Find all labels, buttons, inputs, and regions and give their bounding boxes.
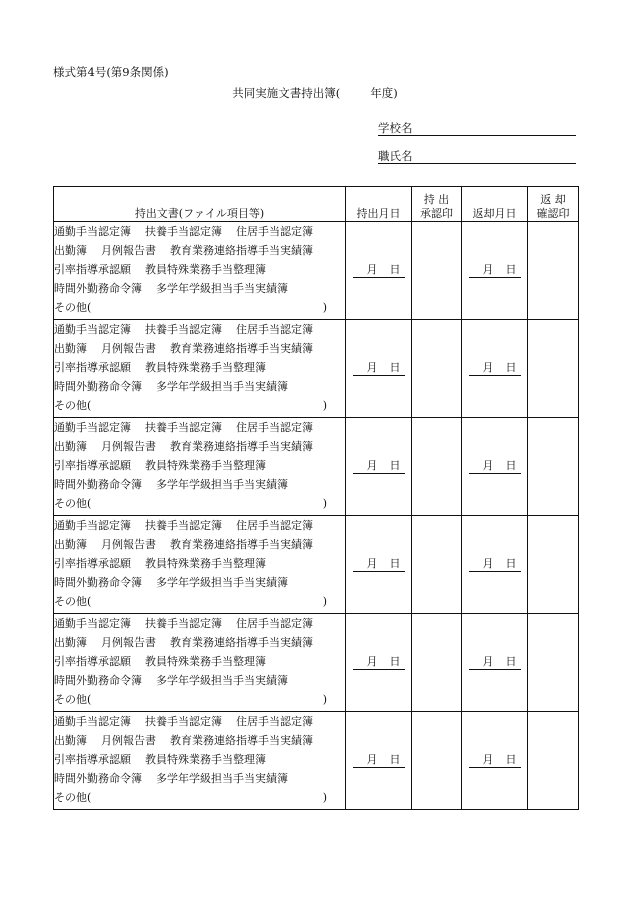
table-row [54,418,579,516]
month-label: 月 [482,459,494,472]
doc-multigrade-class[interactable]: 多学年学級担当手当実績簿 [156,772,288,785]
doc-dependent-allowance[interactable]: 扶養手当認定簿 [145,617,222,630]
doc-line-3 [54,652,345,671]
school-name-field[interactable] [378,120,576,136]
doc-line-other[interactable] [54,690,345,709]
doc-overtime-order[interactable]: 時間外勤務命令簿 [54,478,142,491]
school-label: 学校名 [378,121,413,135]
doc-other-close: ) [322,399,327,412]
doc-line-other[interactable] [54,396,345,415]
table-row [54,516,579,614]
documents-cell [54,222,346,320]
doc-line-other[interactable] [54,298,345,317]
doc-monthly-report[interactable]: 月例報告書 [101,636,156,649]
page-title [0,85,630,101]
return-date-field[interactable] [469,263,521,278]
title-text: 共同実施文書持出簿( [232,86,341,100]
out-date-cell[interactable] [346,516,412,614]
doc-multigrade-class[interactable]: 多学年学級担当手当実績簿 [156,674,288,687]
return-date-cell[interactable] [462,320,528,418]
out-date-cell[interactable] [346,222,412,320]
doc-housing-allowance[interactable]: 住居手当認定簿 [236,715,313,728]
doc-commute-allowance[interactable]: 通勤手当認定簿 [54,519,131,532]
month-label: 月 [366,361,378,374]
doc-escort-approval[interactable]: 引率指導承認願 [54,459,131,472]
doc-line-other[interactable] [54,592,345,611]
out-date-field[interactable] [353,557,405,572]
documents-cell [54,614,346,712]
return-date-field[interactable] [469,459,521,474]
doc-commute-allowance[interactable]: 通勤手当認定簿 [54,323,131,336]
ledger-body [54,222,579,810]
doc-line-2 [54,339,345,358]
doc-other-close: ) [322,301,327,314]
doc-education-liaison[interactable]: 教育業務連絡指導手当実績簿 [170,440,313,453]
doc-multigrade-class[interactable]: 多学年学級担当手当実績簿 [156,282,288,295]
doc-escort-approval[interactable]: 引率指導承認願 [54,263,131,276]
day-label: 日 [389,459,401,472]
return-confirm-seal-cell[interactable] [528,614,579,712]
doc-line-2 [54,241,345,260]
documents-cell [54,516,346,614]
doc-housing-allowance[interactable]: 住居手当認定簿 [236,519,313,532]
day-label: 日 [505,361,517,374]
month-label: 月 [482,263,494,276]
doc-overtime-order[interactable]: 時間外勤務命令簿 [54,674,142,687]
doc-special-duty[interactable]: 教員特殊業務手当整理簿 [145,459,266,472]
header-return-seal [528,187,579,222]
out-approval-seal-cell[interactable] [412,320,462,418]
doc-escort-approval[interactable]: 引率指導承認願 [54,753,131,766]
out-date-field[interactable] [353,263,405,278]
return-confirm-seal-cell[interactable] [528,712,579,810]
return-date-cell[interactable] [462,516,528,614]
doc-line-1 [54,614,345,633]
return-confirm-seal-cell[interactable] [528,418,579,516]
fiscal-year-label: 年度) [370,86,398,100]
doc-other-open: その他( [54,497,92,510]
table-row [54,712,579,810]
staff-name-field[interactable] [378,148,576,164]
doc-line-3 [54,456,345,475]
doc-dependent-allowance[interactable]: 扶養手当認定簿 [145,519,222,532]
doc-other-close: ) [322,693,327,706]
doc-multigrade-class[interactable]: 多学年学級担当手当実績簿 [156,576,288,589]
doc-monthly-report[interactable]: 月例報告書 [101,440,156,453]
day-label: 日 [505,263,517,276]
header-return-seal-line2: 確認印 [536,207,570,220]
doc-line-other[interactable] [54,788,345,807]
out-date-cell[interactable] [346,320,412,418]
doc-monthly-report[interactable]: 月例報告書 [101,538,156,551]
return-date-cell[interactable] [462,614,528,712]
out-date-cell[interactable] [346,418,412,516]
header-out-seal-line2: 承認印 [420,207,453,220]
return-confirm-seal-cell[interactable] [528,320,579,418]
doc-line-4 [54,573,345,592]
out-date-field[interactable] [353,361,405,376]
doc-monthly-report[interactable]: 月例報告書 [101,244,156,257]
doc-line-2 [54,437,345,456]
doc-line-4 [54,377,345,396]
doc-attendance-book[interactable]: 出勤簿 [54,244,87,257]
return-confirm-seal-cell[interactable] [528,516,579,614]
header-return-date: 返却月日 [462,187,528,222]
doc-housing-allowance[interactable]: 住居手当認定簿 [236,617,313,630]
day-label: 日 [389,753,401,766]
doc-dependent-allowance[interactable]: 扶養手当認定簿 [145,225,222,238]
doc-commute-allowance[interactable]: 通勤手当認定簿 [54,617,131,630]
doc-education-liaison[interactable]: 教育業務連絡指導手当実績簿 [170,538,313,551]
return-date-field[interactable] [469,557,521,572]
return-confirm-seal-cell[interactable] [528,222,579,320]
return-date-cell[interactable] [462,222,528,320]
day-label: 日 [505,655,517,668]
doc-line-4 [54,671,345,690]
header-row [54,187,579,222]
documents-cell [54,418,346,516]
header-out-date: 持出月日 [346,187,412,222]
doc-line-1 [54,516,345,535]
out-approval-seal-cell[interactable] [412,222,462,320]
doc-overtime-order[interactable]: 時間外勤務命令簿 [54,576,142,589]
doc-attendance-book[interactable]: 出勤簿 [54,440,87,453]
doc-other-close: ) [322,497,327,510]
doc-education-liaison[interactable]: 教育業務連絡指導手当実績簿 [170,244,313,257]
return-date-cell[interactable] [462,712,528,810]
doc-escort-approval[interactable]: 引率指導承認願 [54,655,131,668]
doc-special-duty[interactable]: 教員特殊業務手当整理簿 [145,655,266,668]
month-label: 月 [366,655,378,668]
doc-special-duty[interactable]: 教員特殊業務手当整理簿 [145,753,266,766]
doc-housing-allowance[interactable]: 住居手当認定簿 [236,323,313,336]
header-return-seal-line1: 返 却 [540,193,566,206]
doc-other-open: その他( [54,595,92,608]
doc-education-liaison[interactable]: 教育業務連絡指導手当実績簿 [170,636,313,649]
doc-line-2 [54,731,345,750]
doc-other-close: ) [322,595,327,608]
month-label: 月 [366,459,378,472]
doc-attendance-book[interactable]: 出勤簿 [54,538,87,551]
table-row [54,320,579,418]
doc-special-duty[interactable]: 教員特殊業務手当整理簿 [145,263,266,276]
doc-education-liaison[interactable]: 教育業務連絡指導手当実績簿 [170,342,313,355]
doc-line-1 [54,222,345,241]
doc-overtime-order[interactable]: 時間外勤務命令簿 [54,282,142,295]
doc-dependent-allowance[interactable]: 扶養手当認定簿 [145,715,222,728]
doc-line-2 [54,633,345,652]
month-label: 月 [366,753,378,766]
out-approval-seal-cell[interactable] [412,516,462,614]
documents-cell [54,320,346,418]
out-date-cell[interactable] [346,614,412,712]
doc-other-close: ) [322,791,327,804]
doc-line-other[interactable] [54,494,345,513]
document-ledger-table [53,186,579,810]
doc-other-open: その他( [54,693,92,706]
doc-dependent-allowance[interactable]: 扶養手当認定簿 [145,323,222,336]
header-out-seal [412,187,462,222]
day-label: 日 [389,263,401,276]
form-number: 様式第4号(第9条関係) [53,65,169,79]
out-approval-seal-cell[interactable] [412,614,462,712]
day-label: 日 [505,753,517,766]
doc-commute-allowance[interactable]: 通勤手当認定簿 [54,421,131,434]
doc-other-open: その他( [54,399,92,412]
return-date-field[interactable] [469,753,521,768]
doc-commute-allowance[interactable]: 通勤手当認定簿 [54,715,131,728]
day-label: 日 [505,557,517,570]
out-approval-seal-cell[interactable] [412,418,462,516]
return-date-cell[interactable] [462,418,528,516]
doc-line-1 [54,712,345,731]
table-row [54,222,579,320]
name-label: 職氏名 [378,149,413,163]
day-label: 日 [389,557,401,570]
out-date-field[interactable] [353,753,405,768]
table-row [54,614,579,712]
doc-escort-approval[interactable]: 引率指導承認願 [54,557,131,570]
out-date-field[interactable] [353,459,405,474]
doc-attendance-book[interactable]: 出勤簿 [54,342,87,355]
day-label: 日 [389,655,401,668]
return-date-field[interactable] [469,361,521,376]
month-label: 月 [482,361,494,374]
doc-line-4 [54,769,345,788]
out-approval-seal-cell[interactable] [412,712,462,810]
doc-other-open: その他( [54,791,92,804]
out-date-field[interactable] [353,655,405,670]
doc-line-1 [54,418,345,437]
doc-multigrade-class[interactable]: 多学年学級担当手当実績簿 [156,380,288,393]
doc-multigrade-class[interactable]: 多学年学級担当手当実績簿 [156,478,288,491]
month-label: 月 [482,753,494,766]
doc-escort-approval[interactable]: 引率指導承認願 [54,361,131,374]
doc-special-duty[interactable]: 教員特殊業務手当整理簿 [145,557,266,570]
month-label: 月 [482,655,494,668]
doc-line-3 [54,358,345,377]
doc-overtime-order[interactable]: 時間外勤務命令簿 [54,772,142,785]
doc-commute-allowance[interactable]: 通勤手当認定簿 [54,225,131,238]
doc-dependent-allowance[interactable]: 扶養手当認定簿 [145,421,222,434]
doc-other-open: その他( [54,301,92,314]
doc-line-4 [54,279,345,298]
doc-education-liaison[interactable]: 教育業務連絡指導手当実績簿 [170,734,313,747]
day-label: 日 [389,361,401,374]
doc-monthly-report[interactable]: 月例報告書 [101,342,156,355]
doc-line-3 [54,554,345,573]
documents-cell [54,712,346,810]
doc-attendance-book[interactable]: 出勤簿 [54,636,87,649]
doc-line-3 [54,260,345,279]
doc-overtime-order[interactable]: 時間外勤務命令簿 [54,380,142,393]
return-date-field[interactable] [469,655,521,670]
doc-attendance-book[interactable]: 出勤簿 [54,734,87,747]
out-date-cell[interactable] [346,712,412,810]
doc-housing-allowance[interactable]: 住居手当認定簿 [236,421,313,434]
header-out-seal-line1: 持 出 [423,193,450,206]
header-docs: 持出文書(ファイル項目等) [54,187,346,222]
doc-line-3 [54,750,345,769]
doc-line-2 [54,535,345,554]
doc-monthly-report[interactable]: 月例報告書 [101,734,156,747]
doc-line-4 [54,475,345,494]
month-label: 月 [482,557,494,570]
doc-housing-allowance[interactable]: 住居手当認定簿 [236,225,313,238]
month-label: 月 [366,263,378,276]
month-label: 月 [366,557,378,570]
doc-line-1 [54,320,345,339]
doc-special-duty[interactable]: 教員特殊業務手当整理簿 [145,361,266,374]
day-label: 日 [505,459,517,472]
